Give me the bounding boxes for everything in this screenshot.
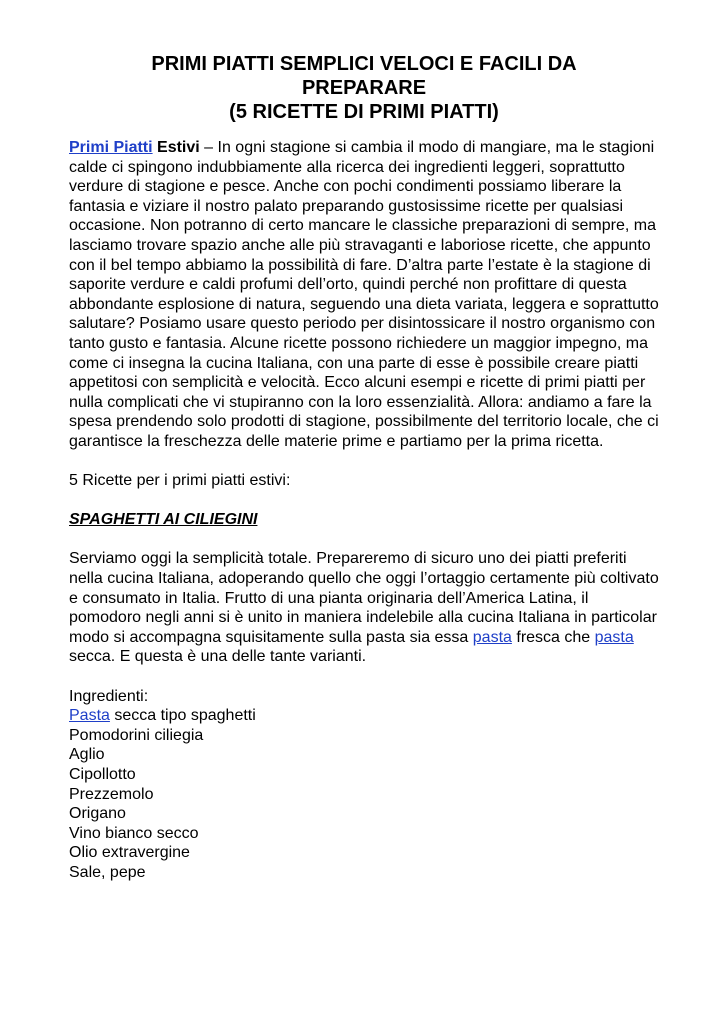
- ingredient-item: Vino bianco secco: [69, 824, 199, 842]
- title-line-3: (5 RICETTE DI PRIMI PIATTI): [229, 101, 499, 123]
- intro-body-text: – In ogni stagione si cambia il modo di mangiare, ma le stagioni calde ci spingono indubbiamente alla ricerca dei ingredienti leggeri, soprattutto verdure di stagione e pesce. Anche con pochi condimenti possiamo liberare la fantasia e viziare il nostro palato preparando gustosissime ricette per qualsiasi occasione. Non potranno di certo mancare le classiche preparazioni di sempre, ma lasciamo trovare spazio anche alle più stravaganti e laboriose ricette, che appunto con il bel tempo abbiamo la possibilità di fare. D’altra parte l’estate è la stagione di saporite verdure e caldi profumi dell’orto, quindi perché non profittare di questa abbondante esplosione di natura, seguendo una dieta variata, leggera e soprattutto salutare? Posiamo usare questo periodo per disintossicare il nostro organismo con tanto gusto e fantasia. Alcune ricette possono richiedere un maggior impegno, ma come ci insegna la cucina Italiana, con una parte di esse è possibile creare piatti appetitosi con semplicità e velocità. Ecco alcuni esempi e ricette di primi piatti per nulla complicati che vi stupiranno con la loro essenzialità. Allora: andiamo a fare la spesa prendendo solo prodotti di stagione, possibilmente del territorio locale, che ci garantisce la freschezza delle materie prime e partiamo per la prima ricetta.: [69, 139, 659, 450]
- page-title: [69, 52, 659, 124]
- recipe-description-text-1: Serviamo oggi la semplicità totale. Prepareremo di sicuro uno dei piatti preferiti nella cucina Italiana, adoperando quello che oggi l’ortaggio certamente più coltivato e consumato in Italia. Frutto di una pianta originaria dell’America Latina, il pomodoro negli anni si è unito in maniera indelebile alla cucina Italiana in particolar modo si accompagna squisitamente sulla pasta sia essa: [69, 550, 659, 646]
- recipe-heading: SPAGHETTI AI CILIEGINI: [69, 511, 258, 529]
- ingredient-item: Olio extravergine: [69, 844, 190, 862]
- ingredient-item: Pomodorini ciliegia: [69, 726, 204, 744]
- ingredient-item: Origano: [69, 805, 126, 823]
- ingredient-item: Cipollotto: [69, 766, 136, 783]
- title-line-2: PREPARARE: [301, 77, 427, 99]
- title-line-1: PRIMI PIATTI SEMPLICI VELOCI E FACILI DA: [151, 53, 577, 75]
- ingredient-item: Prezzemolo: [69, 785, 154, 803]
- ingredient-item: Aglio: [69, 746, 105, 764]
- ingredients-label: Ingredienti:: [69, 687, 149, 705]
- pasta-ingredient-link[interactable]: Pasta: [69, 707, 110, 725]
- pasta-link-fresh[interactable]: pasta: [472, 628, 512, 646]
- recipe-description: [69, 549, 659, 667]
- recipe-description-text-2: fresca che: [511, 628, 595, 646]
- ingredients-list: [69, 706, 659, 882]
- primi-piatti-link[interactable]: Primi Piatti: [69, 139, 153, 156]
- intro-paragraph: [69, 138, 659, 452]
- document-page: [69, 52, 659, 883]
- ingredient-item: Sale, pepe: [69, 863, 146, 881]
- ingredient-pasta-text: secca tipo spaghetti: [109, 707, 256, 725]
- ingredient-item: [69, 706, 659, 726]
- recipes-intro: 5 Ricette per i primi piatti estivi:: [69, 472, 291, 490]
- pasta-link-dry[interactable]: pasta: [594, 628, 634, 646]
- recipe-description-text-3: secca. E questa è una delle tante varianti.: [69, 648, 367, 666]
- estivi-label: Estivi: [157, 139, 200, 156]
